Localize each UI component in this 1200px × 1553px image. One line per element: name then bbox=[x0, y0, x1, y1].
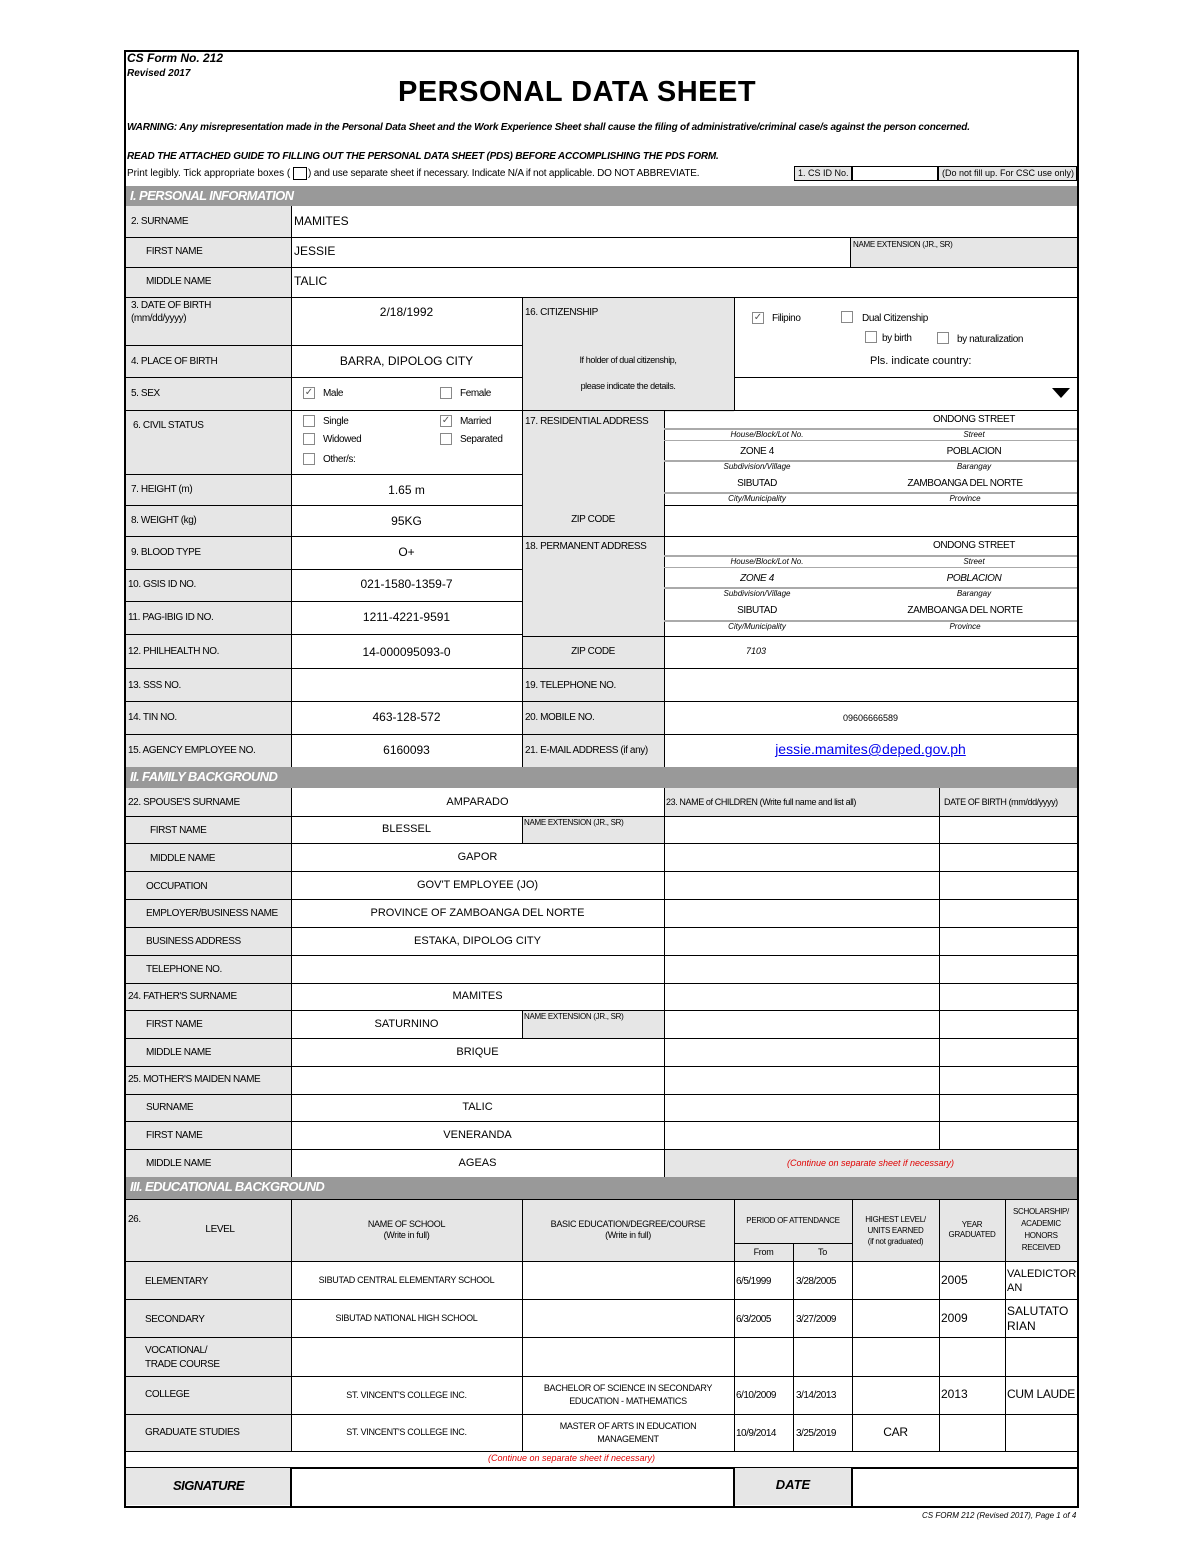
single-label: Single bbox=[323, 416, 349, 427]
spouse-first-value[interactable]: BLESSEL bbox=[382, 823, 431, 835]
middle-name-value[interactable]: TALIC bbox=[294, 274, 328, 288]
spouse-middle-value[interactable]: GAPOR bbox=[457, 851, 498, 863]
edu-from-graduate[interactable]: 10/9/2014 bbox=[736, 1428, 776, 1439]
children-dob-header: DATE OF BIRTH (mm/dd/yyyy) bbox=[944, 797, 1058, 807]
section-personal-header: I. PERSONAL INFORMATION bbox=[126, 186, 1077, 206]
edu-school-vocational[interactable] bbox=[291, 1337, 522, 1376]
mother-surname-value[interactable]: TALIC bbox=[462, 1101, 493, 1113]
revised-label: Revised 2017 bbox=[127, 68, 191, 79]
by-birth-checkbox[interactable] bbox=[865, 331, 877, 343]
widowed-label: Widowed bbox=[323, 434, 362, 445]
education-continue-note: (Continue on separate sheet if necessary) bbox=[487, 1453, 656, 1463]
edu-highest-college[interactable] bbox=[852, 1376, 939, 1414]
mobile-value[interactable]: 09606666589 bbox=[842, 713, 899, 723]
mother-middle-label: MIDDLE NAME bbox=[146, 1158, 212, 1169]
children-continue-note: (Continue on separate sheet if necessary) bbox=[786, 1158, 955, 1168]
gsis-value[interactable]: 021-1580-1359-7 bbox=[360, 577, 453, 591]
edu-level-secondary: SECONDARY bbox=[145, 1314, 205, 1325]
height-value[interactable]: 1.65 m bbox=[388, 483, 425, 497]
res-city-sub: City/Municipality bbox=[728, 494, 786, 503]
permanent-address-label: 18. PERMANENT ADDRESS bbox=[525, 541, 647, 552]
dob-value[interactable]: 2/18/1992 bbox=[379, 305, 434, 319]
citizenship-label: 16. CITIZENSHIP bbox=[525, 307, 598, 318]
married-checkbox[interactable]: ✓ bbox=[441, 415, 451, 426]
single-checkbox[interactable] bbox=[303, 415, 315, 427]
spouse-telephone-label: TELEPHONE NO. bbox=[146, 964, 222, 975]
edu-year-college[interactable]: 2013 bbox=[941, 1387, 968, 1401]
cs-id-label: 1. CS ID No. bbox=[794, 166, 852, 181]
edu-from-elementary[interactable]: 6/5/1999 bbox=[736, 1276, 771, 1287]
highest-level-header: HIGHEST LEVEL/ UNITS EARNED (if not graduated) bbox=[865, 1214, 926, 1246]
mother-first-label: FIRST NAME bbox=[146, 1130, 203, 1141]
first-name-value[interactable]: JESSIE bbox=[294, 244, 336, 258]
level-header: LEVEL bbox=[205, 1224, 235, 1235]
civil-status-label: 6. CIVIL STATUS bbox=[133, 420, 204, 431]
res-street-sub: Street bbox=[963, 430, 985, 439]
father-ext-label: NAME EXTENSION (JR., SR) bbox=[524, 1012, 624, 1021]
edu-level-vocational: VOCATIONAL/ TRADE COURSE bbox=[145, 1345, 220, 1370]
dual-citizenship-label: Dual Citizenship bbox=[862, 313, 928, 324]
date-label: DATE bbox=[775, 1477, 811, 1492]
pob-value[interactable]: BARRA, DIPOLOG CITY bbox=[339, 354, 474, 368]
tin-label: 14. TIN NO. bbox=[128, 712, 177, 723]
spouse-first-label: FIRST NAME bbox=[150, 825, 207, 836]
edu-honors-elementary[interactable]: VALEDICTORI AN bbox=[1007, 1268, 1080, 1294]
by-naturalization-checkbox[interactable] bbox=[937, 332, 949, 344]
guide-note: READ THE ATTACHED GUIDE TO FILLING OUT THE PERSONAL DATA SHEET (PDS) BEFORE ACCOMPLISHING THE PDS FORM. bbox=[127, 151, 719, 162]
blood-type-label: 9. BLOOD TYPE bbox=[131, 547, 201, 558]
father-middle-value[interactable]: BRIQUE bbox=[456, 1046, 499, 1058]
signature-label: SIGNATURE bbox=[172, 1478, 245, 1493]
warning-text: WARNING: Any misrepresentation made in the Personal Data Sheet and the Work Experience Sheet shall cause the filing of administrative/criminal case/s against the person concerned. bbox=[127, 122, 970, 133]
edu-highest-vocational[interactable] bbox=[852, 1337, 939, 1376]
edu-year-secondary[interactable]: 2009 bbox=[941, 1311, 968, 1325]
honors-header: SCHOLARSHIP/ ACADEMIC HONORS RECEIVED bbox=[1013, 1207, 1069, 1252]
father-surname-label: 24. FATHER'S SURNAME bbox=[128, 991, 237, 1002]
tin-value[interactable]: 463-128-572 bbox=[372, 710, 441, 724]
print-legibly-a: Print legibly. Tick appropriate boxes ( bbox=[127, 168, 291, 179]
mother-surname-label: SURNAME bbox=[146, 1102, 194, 1113]
widowed-checkbox[interactable] bbox=[303, 433, 315, 445]
business-address-value[interactable]: ESTAKA, DIPOLOG CITY bbox=[414, 935, 541, 947]
perm-barangay-value[interactable]: POBLACION bbox=[946, 573, 1002, 584]
email-value[interactable]: jessie.mamites@deped.gov.ph bbox=[775, 741, 966, 757]
father-first-value[interactable]: SATURNINO bbox=[374, 1018, 439, 1030]
signature-field[interactable] bbox=[292, 1469, 732, 1505]
chevron-down-icon bbox=[1052, 388, 1070, 399]
employer-label: EMPLOYER/BUSINESS NAME bbox=[146, 908, 278, 919]
form-number: CS Form No. 212 bbox=[127, 51, 224, 65]
perm-prov-sub: Province bbox=[949, 622, 981, 631]
edu-to-secondary[interactable]: 3/27/2009 bbox=[796, 1314, 836, 1325]
edu-course-elementary[interactable] bbox=[522, 1261, 734, 1299]
school-header: NAME OF SCHOOL (Write in full) bbox=[367, 1219, 446, 1240]
res-subdivision-value[interactable]: ZONE 4 bbox=[740, 446, 774, 457]
children-header: 23. NAME of CHILDREN (Write full name and list all) bbox=[666, 797, 856, 807]
by-naturalization-label: by naturalization bbox=[957, 334, 1024, 345]
spouse-middle-label: MIDDLE NAME bbox=[150, 853, 216, 864]
surname-value[interactable]: MAMITES bbox=[294, 214, 349, 228]
page-title: PERSONAL DATA SHEET bbox=[398, 76, 757, 108]
indicate-country-label: Pls. indicate country: bbox=[870, 355, 972, 367]
by-birth-label: by birth bbox=[882, 333, 912, 344]
edu-to-elementary[interactable]: 3/28/2005 bbox=[796, 1276, 836, 1287]
education-item-number: 26. bbox=[128, 1214, 141, 1225]
perm-subdivision-value[interactable]: ZONE 4 bbox=[740, 573, 774, 584]
section-family-header: II. FAMILY BACKGROUND bbox=[126, 767, 1077, 788]
mother-middle-value[interactable]: AGEAS bbox=[458, 1157, 497, 1169]
filipino-label: Filipino bbox=[772, 313, 801, 324]
father-first-label: FIRST NAME bbox=[146, 1019, 203, 1030]
footer-page-note: CS FORM 212 (Revised 2017), Page 1 of 4 bbox=[922, 1511, 1077, 1520]
perm-city-value[interactable]: SIBUTAD bbox=[737, 605, 777, 616]
residential-address-label: 17. RESIDENTIAL ADDRESS bbox=[525, 416, 649, 427]
gsis-label: 10. GSIS ID NO. bbox=[128, 579, 196, 590]
res-subd-sub: Subdivision/Village bbox=[723, 462, 791, 471]
edu-school-graduate[interactable]: ST. VINCENT'S COLLEGE INC. bbox=[346, 1427, 467, 1438]
edu-highest-graduate[interactable]: CAR bbox=[883, 1425, 908, 1440]
middle-name-label: MIDDLE NAME bbox=[146, 276, 212, 287]
weight-label: 8. WEIGHT (kg) bbox=[131, 515, 197, 526]
female-checkbox[interactable] bbox=[440, 387, 452, 399]
mobile-label: 20. MOBILE NO. bbox=[525, 712, 595, 723]
height-label: 7. HEIGHT (m) bbox=[131, 484, 193, 495]
business-address-label: BUSINESS ADDRESS bbox=[146, 936, 241, 947]
male-checkbox[interactable]: ✓ bbox=[304, 387, 314, 398]
sss-label: 13. SSS NO. bbox=[128, 680, 181, 691]
female-label: Female bbox=[460, 388, 491, 399]
edu-highest-elementary[interactable] bbox=[852, 1261, 939, 1299]
separated-label: Separated bbox=[460, 434, 503, 445]
pagibig-value[interactable]: 1211-4221-9591 bbox=[362, 610, 451, 624]
perm-subd-sub: Subdivision/Village bbox=[723, 589, 791, 598]
res-street-value[interactable]: ONDONG STREET bbox=[932, 414, 1016, 425]
res-house-sub: House/Block/Lot No. bbox=[730, 430, 804, 439]
pob-label: 4. PLACE OF BIRTH bbox=[131, 356, 218, 367]
separated-checkbox[interactable] bbox=[440, 433, 452, 445]
edu-school-college[interactable]: ST. VINCENT'S COLLEGE INC. bbox=[346, 1389, 467, 1400]
edu-honors-secondary[interactable]: SALUTATO RIAN bbox=[1007, 1304, 1069, 1333]
cs-id-note: (Do not fill up. For CSC use only) bbox=[938, 166, 1077, 181]
print-legibly-b: ) and use separate sheet if necessary. Indicate N/A if not applicable. DO NOT ABBREVIATE. bbox=[308, 168, 700, 179]
spouse-ext-label: NAME EXTENSION (JR., SR) bbox=[524, 818, 624, 827]
perm-house-sub: House/Block/Lot No. bbox=[730, 557, 804, 566]
sample-checkbox bbox=[293, 167, 307, 180]
perm-street-value[interactable]: ONDONG STREET bbox=[932, 540, 1016, 551]
philhealth-value[interactable]: 14-000095093-0 bbox=[362, 645, 451, 659]
period-header: PERIOD OF ATTENDANCE bbox=[746, 1216, 840, 1226]
perm-zip-label: ZIP CODE bbox=[571, 646, 615, 657]
occupation-value[interactable]: GOV'T EMPLOYEE (JO) bbox=[416, 879, 539, 891]
edu-school-elementary[interactable]: SIBUTAD CENTRAL ELEMENTARY SCHOOL bbox=[318, 1274, 495, 1285]
edu-level-elementary: ELEMENTARY bbox=[145, 1276, 208, 1287]
res-city-value[interactable]: SIBUTAD bbox=[737, 478, 777, 489]
dual-note-2: please indicate the details. bbox=[580, 381, 676, 391]
edu-from-college[interactable]: 6/10/2009 bbox=[736, 1390, 776, 1401]
occupation-label: OCCUPATION bbox=[146, 881, 208, 892]
others-checkbox[interactable] bbox=[303, 453, 315, 465]
edu-honors-college[interactable]: CUM LAUDE bbox=[1007, 1387, 1075, 1401]
first-name-label: FIRST NAME bbox=[146, 246, 203, 257]
res-barangay-value[interactable]: POBLACION bbox=[946, 446, 1002, 457]
dual-citizenship-checkbox[interactable] bbox=[841, 311, 853, 323]
edu-course-secondary[interactable] bbox=[522, 1299, 734, 1337]
spouse-surname-label: 22. SPOUSE'S SURNAME bbox=[128, 797, 240, 808]
edu-highest-secondary[interactable] bbox=[852, 1299, 939, 1337]
res-province-value[interactable]: ZAMBOANGA DEL NORTE bbox=[907, 478, 1023, 489]
philhealth-label: 12. PHILHEALTH NO. bbox=[128, 646, 219, 657]
perm-city-sub: City/Municipality bbox=[728, 622, 786, 631]
telephone-label: 19. TELEPHONE NO. bbox=[525, 680, 616, 691]
res-prov-sub: Province bbox=[949, 494, 981, 503]
male-label: Male bbox=[323, 388, 344, 399]
dual-note-1: If holder of dual citizenship, bbox=[579, 355, 677, 365]
others-label: Other/s: bbox=[323, 454, 356, 465]
married-label: Married bbox=[460, 416, 492, 427]
mother-first-value[interactable]: VENERANDA bbox=[443, 1129, 512, 1141]
edu-year-elementary[interactable]: 2005 bbox=[941, 1273, 968, 1287]
spouse-surname-value[interactable]: AMPARADO bbox=[446, 796, 509, 808]
sex-label: 5. SEX bbox=[131, 388, 160, 399]
perm-zip-value[interactable]: 7103 bbox=[746, 646, 767, 656]
agency-label: 15. AGENCY EMPLOYEE NO. bbox=[128, 745, 256, 756]
edu-from-secondary[interactable]: 6/3/2005 bbox=[736, 1314, 771, 1325]
edu-to-college[interactable]: 3/14/2013 bbox=[796, 1390, 836, 1401]
agency-value[interactable]: 6160093 bbox=[383, 743, 430, 757]
country-dropdown[interactable] bbox=[736, 378, 1076, 409]
perm-province-value[interactable]: ZAMBOANGA DEL NORTE bbox=[907, 605, 1023, 616]
section-education-header: III. EDUCATIONAL BACKGROUND bbox=[126, 1177, 1077, 1199]
email-label: 21. E-MAIL ADDRESS (if any) bbox=[525, 745, 648, 756]
mother-maiden-label: 25. MOTHER'S MAIDEN NAME bbox=[128, 1074, 261, 1085]
cs-id-field[interactable] bbox=[852, 166, 938, 181]
edu-to-graduate[interactable]: 3/25/2019 bbox=[796, 1428, 836, 1439]
edu-level-graduate: GRADUATE STUDIES bbox=[145, 1427, 240, 1438]
to-header: To bbox=[818, 1246, 827, 1257]
edu-level-college: COLLEGE bbox=[145, 1389, 190, 1400]
father-surname-value[interactable]: MAMITES bbox=[452, 990, 503, 1002]
surname-label: 2. SURNAME bbox=[131, 216, 189, 227]
course-header: BASIC EDUCATION/DEGREE/COURSE (Write in full) bbox=[550, 1219, 706, 1240]
from-header: From bbox=[753, 1246, 774, 1257]
edu-course-college[interactable]: BACHELOR OF SCIENCE IN SECONDARY EDUCATION - MATHEMATICS bbox=[543, 1383, 713, 1406]
weight-value[interactable]: 95KG bbox=[391, 514, 422, 528]
res-brgy-sub: Barangay bbox=[956, 462, 992, 471]
res-zip-label: ZIP CODE bbox=[571, 514, 615, 525]
year-graduated-header: YEAR GRADUATED bbox=[948, 1220, 996, 1239]
perm-brgy-sub: Barangay bbox=[956, 589, 992, 598]
dob-label: 3. DATE OF BIRTH (mm/dd/yyyy) bbox=[131, 300, 211, 324]
perm-street-sub: Street bbox=[963, 557, 985, 566]
edu-school-secondary[interactable]: SIBUTAD NATIONAL HIGH SCHOOL bbox=[335, 1312, 478, 1323]
name-extension-label: NAME EXTENSION (JR., SR) bbox=[853, 240, 953, 249]
email-link-wrap bbox=[664, 741, 1077, 759]
date-field[interactable] bbox=[853, 1469, 1076, 1505]
edu-course-vocational[interactable] bbox=[522, 1337, 734, 1376]
edu-course-graduate[interactable]: MASTER OF ARTS IN EDUCATION MANAGEMENT bbox=[559, 1420, 697, 1444]
filipino-checkbox[interactable]: ✓ bbox=[753, 312, 763, 323]
employer-value[interactable]: PROVINCE OF ZAMBOANGA DEL NORTE bbox=[370, 907, 585, 919]
pagibig-label: 11. PAG-IBIG ID NO. bbox=[128, 612, 214, 623]
blood-type-value[interactable]: O+ bbox=[398, 545, 415, 559]
father-middle-label: MIDDLE NAME bbox=[146, 1047, 212, 1058]
